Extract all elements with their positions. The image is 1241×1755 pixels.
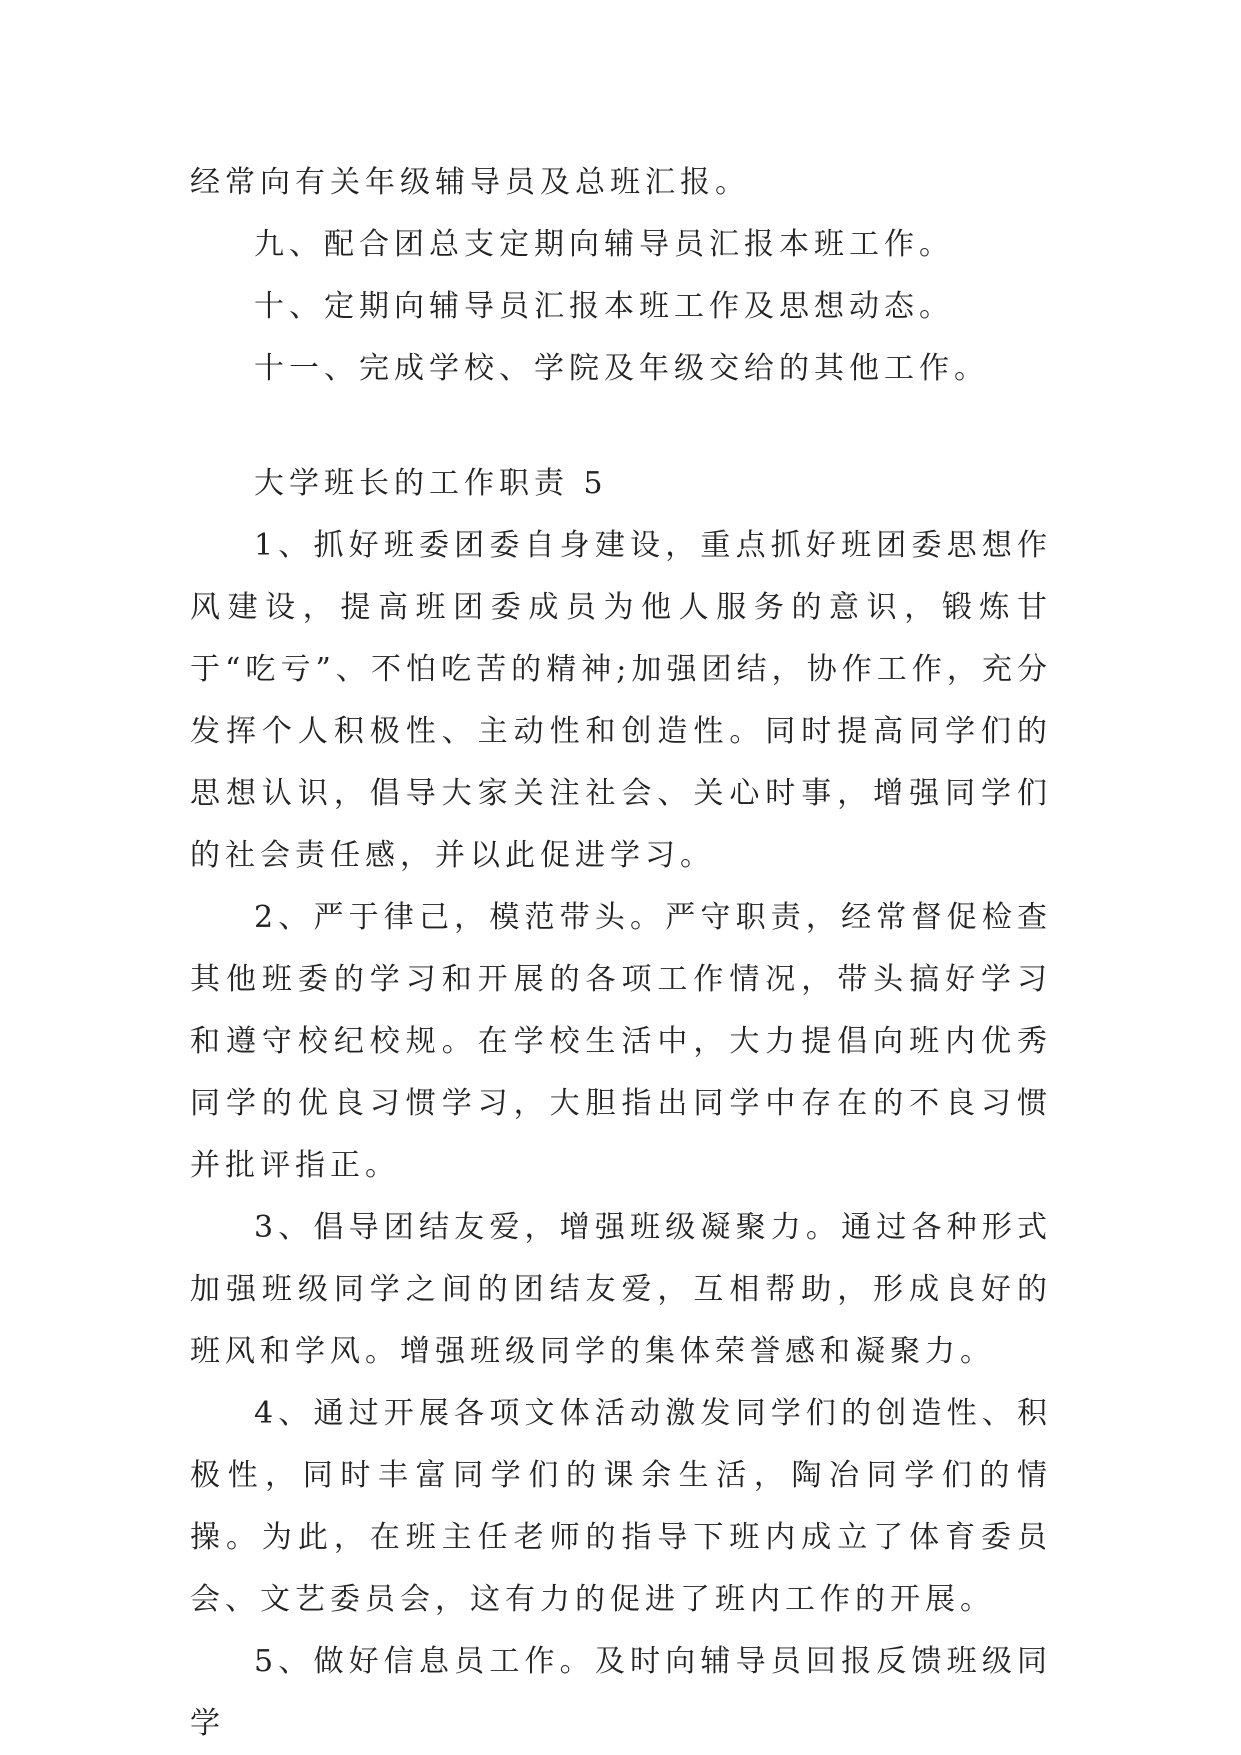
paragraph-duty-1: 1、抓好班委团委自身建设，重点抓好班团委思想作风建设，提高班团委成员为他人服务的意识，锻炼甘于“吃亏”、不怕吃苦的精神;加强团结，协作工作，充分发挥个人积极性、主动性和创造性。同时提高同学们的思想认识，倡导大家关注社会、关心时事，增强同学们的社会责任感，并以此促进学习。 — [190, 528, 1052, 873]
section-heading: 大学班长的工作职责 5 — [254, 466, 608, 501]
paragraph-item-10: 十、定期向辅导员汇报本班工作及思想动态。 — [254, 289, 954, 324]
paragraph-continuation: 经常向有关年级辅导员及总班汇报。 — [190, 165, 750, 200]
paragraph-duty-2: 2、严于律己，模范带头。严守职责，经常督促检查其他班委的学习和开展的各项工作情况，带头搞好学习和遵守校纪校规。在学校生活中，大力提倡向班内优秀同学的优良习惯学习，大胆指出同学中存在的不良习惯并批评指正。 — [190, 900, 1052, 1183]
paragraph-duty-3: 3、倡导团结友爱，增强班级凝聚力。通过各种形式加强班级同学之间的团结友爱，互相帮助，形成良好的班风和学风。增强班级同学的集体荣誉感和凝聚力。 — [190, 1210, 1052, 1369]
paragraph-duty-4: 4、通过开展各项文体活动激发同学们的创造性、积极性，同时丰富同学们的课余生活，陶冶同学们的情操。为此，在班主任老师的指导下班内成立了体育委员会、文艺委员会，这有力的促进了班内工作的开展。 — [190, 1396, 1052, 1617]
document-body — [190, 152, 1052, 1755]
paragraph-duty-5: 5、做好信息员工作。及时向辅导员回报反馈班级同学 — [190, 1644, 1052, 1741]
paragraph-item-11: 十一、完成学校、学院及年级交给的其他工作。 — [254, 351, 989, 386]
paragraph-item-9: 九、配合团总支定期向辅导员汇报本班工作。 — [254, 227, 954, 262]
